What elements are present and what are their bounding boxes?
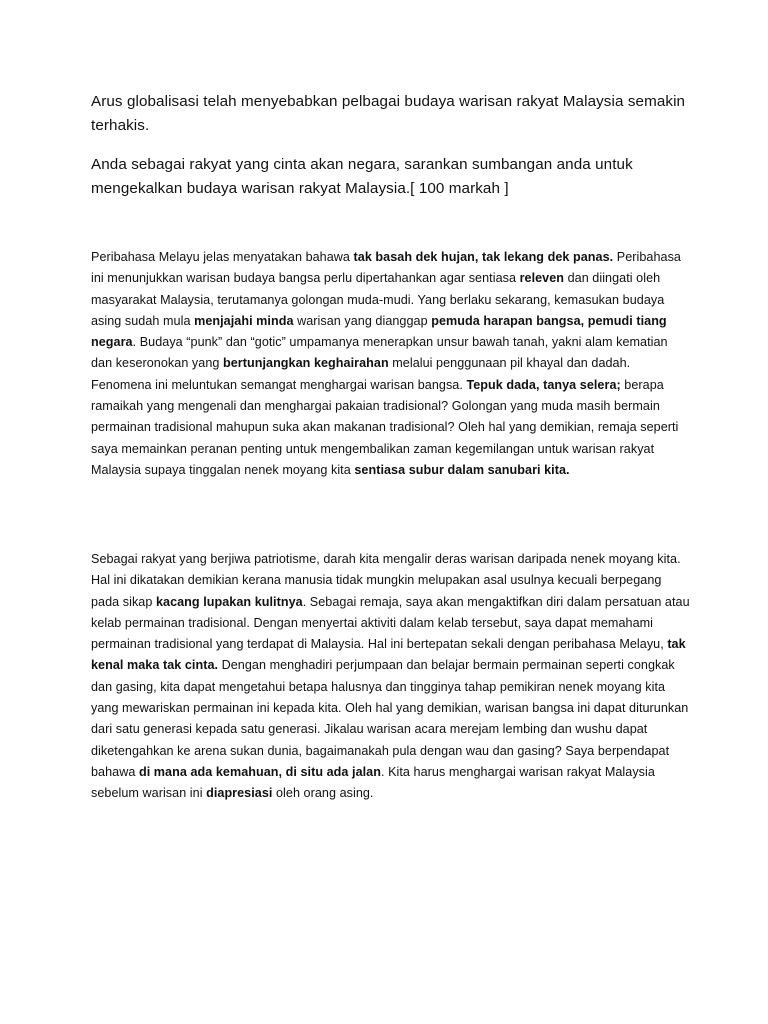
essay-paragraph-1 xyxy=(91,247,691,481)
emphasized-phrase: kacang lupakan kulitnya xyxy=(155,594,303,609)
emphasized-phrase: pemuda harapan bangsa, pemudi tiang negara xyxy=(91,313,667,350)
text-run: oleh orang asing. xyxy=(272,786,374,801)
emphasized-phrase: di mana ada kemahuan, di situ ada jalan xyxy=(138,764,381,779)
text-run: melalui penggunaan pil khayal dan dadah. Fenomena ini meluntukan semangat menghargai warisan bangsa. xyxy=(91,356,631,392)
text-run: dan diingati oleh masyarakat Malaysia, terutamanya golongan muda-mudi. Yang berlaku sekarang, kemasukan budaya asing sudah mula xyxy=(91,271,665,328)
emphasized-phrase: releven xyxy=(519,271,565,286)
text-run: Dengan menghadiri perjumpaan dan belajar bermain permainan seperti congkak dan gasing, kita dapat mengetahui betapa halusnya dan tingginya tahap pemikiran nenek moyang kita yang mewariskan permainan ini kepada kita. Oleh hal yang demikian, warisan bangsa ini dapat diturunkan dari satu generasi kepada satu generasi. Jikalau warisan acara merejam lembing dan wushu dapat diketengahkan ke arena sukan dunia, bagaimanakah pula dengan wau dan gasing? Saya berpendapat bahawa xyxy=(91,658,689,779)
text-run: . Kita harus menghargai warisan rakyat Malaysia sebelum warisan ini xyxy=(91,764,655,801)
text-run: Sebagai rakyat yang berjiwa patriotisme, darah kita mengalir deras warisan daripada nenek moyang kita. Hal ini dikatakan demikian kerana manusia tidak mungkin melupakan asal usulnya kecuali berpegang pada sikap xyxy=(91,552,681,609)
emphasized-phrase: sentiasa subur dalam sanubari kita. xyxy=(354,462,570,477)
text-run: . Sebagai remaja, saya akan mengaktifkan diri dalam persatuan atau kelab permainan tradisional. Dengan menyertai aktiviti dalam kelab tersebut, saya dapat memahami permainan tradisional yang terdapat di Malaysia. Hal ini bertepatan sekali dengan peribahasa Melayu, xyxy=(91,594,690,652)
emphasized-phrase: tak kenal maka tak cinta. xyxy=(91,637,686,673)
essay-question-task: Anda sebagai rakyat yang cinta akan negara, sarankan sumbangan anda untuk mengekalkan budaya warisan rakyat Malaysia.[ 100 markah ] xyxy=(91,156,633,197)
essay-question-intro: Arus globalisasi telah menyebabkan pelbagai budaya warisan rakyat Malaysia semakin terhakis. xyxy=(91,93,686,134)
emphasized-phrase: Tepuk dada, tanya selera; xyxy=(466,377,621,392)
emphasized-phrase: menjajahi minda xyxy=(194,313,294,328)
emphasized-phrase: bertunjangkan keghairahan xyxy=(222,356,389,371)
text-run: berapa ramaikah yang mengenali dan menghargai pakaian tradisional? Golongan yang muda masih bermain permainan tradisional mahupun suka akan makanan tradisional? Oleh hal yang demikian, remaja seperti saya memainkan peranan penting untuk mengembalikan zaman kegemilangan untuk warisan rakyat Malaysia supaya tinggalan nenek moyang kita xyxy=(91,377,679,477)
text-run: Peribahasa ini menunjukkan warisan budaya bangsa perlu dipertahankan agar sentiasa xyxy=(91,250,681,286)
essay-paragraph-2 xyxy=(91,549,691,805)
text-run: warisan yang dianggap xyxy=(293,313,432,328)
emphasized-phrase: tak basah dek hujan, tak lekang dek panas. xyxy=(353,250,614,264)
text-run: Peribahasa Melayu jelas menyatakan bahawa xyxy=(91,250,354,264)
text-run: . Budaya “punk” dan “gotic” umpamanya menerapkan unsur bawah tanah, yakni alam kematian dan keseronokan yang xyxy=(91,335,668,371)
emphasized-phrase: diapresiasi xyxy=(206,786,273,801)
